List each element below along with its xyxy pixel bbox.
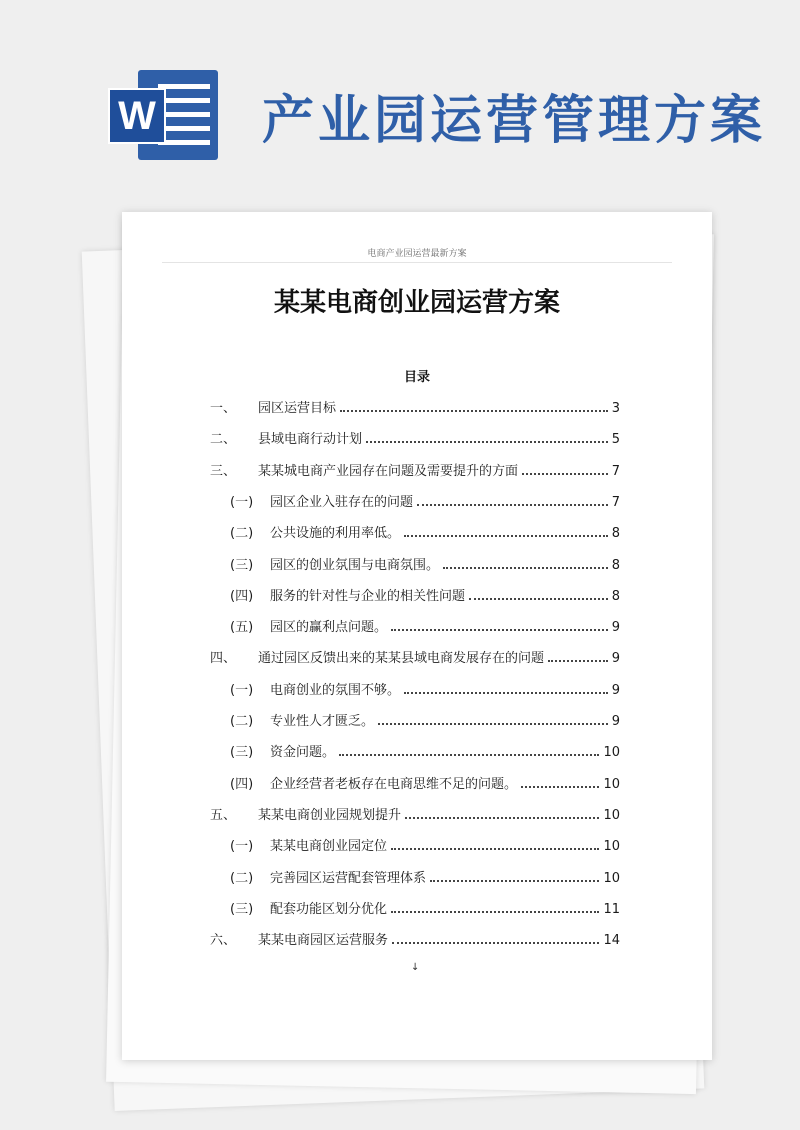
toc-leader-dots xyxy=(521,785,599,788)
toc-entry-title: 公共设施的利用率低。 xyxy=(270,526,401,542)
toc-entry-title: 园区运营目标 xyxy=(258,401,337,416)
toc-entry[interactable] xyxy=(210,646,620,666)
toc-entry-page: 10 xyxy=(603,745,620,761)
toc-entry-number: (三) xyxy=(230,901,254,917)
toc-entry-page: 8 xyxy=(611,526,620,542)
toc-leader-dots xyxy=(548,659,608,662)
toc-entry[interactable] xyxy=(230,521,620,541)
toc-entry[interactable] xyxy=(230,897,620,917)
toc-entry-title: 某某电商园区运营服务 xyxy=(258,933,389,949)
header-divider xyxy=(162,262,672,263)
toc-entry[interactable] xyxy=(230,740,620,760)
toc-entry-title: 园区企业入驻存在的问题 xyxy=(270,494,414,510)
toc-leader-dots xyxy=(391,628,608,631)
toc-entry[interactable] xyxy=(210,396,620,416)
toc-leader-dots xyxy=(404,534,608,537)
toc-leader-dots xyxy=(378,722,608,725)
toc-entry-title: 县域电商行动计划 xyxy=(258,432,363,448)
toc-entry-page: 9 xyxy=(611,682,620,698)
toc-entry-number: (二) xyxy=(230,870,254,886)
toc-leader-dots xyxy=(405,816,599,819)
toc-entry[interactable] xyxy=(230,584,620,604)
toc-entry-title: 企业经营者老板存在电商思维不足的问题。 xyxy=(270,776,518,792)
toc-heading: 目录 xyxy=(403,370,430,385)
toc-entry-number: 四、 xyxy=(210,651,237,667)
toc-entry-title: 电商创业的氛围不够。 xyxy=(270,682,401,698)
banner xyxy=(0,0,800,200)
toc-entry[interactable] xyxy=(230,709,620,729)
toc-entry-page: 7 xyxy=(611,463,620,479)
toc-entry-page: 10 xyxy=(603,807,620,823)
toc-entry[interactable] xyxy=(210,928,620,948)
toc-entry[interactable] xyxy=(210,803,620,823)
toc-entry-page: 10 xyxy=(603,839,620,855)
toc-entry-number: 一、 xyxy=(210,401,237,416)
toc-entry[interactable] xyxy=(210,427,620,447)
toc-leader-dots xyxy=(404,691,608,694)
toc-entry[interactable] xyxy=(230,553,620,573)
toc-leader-dots xyxy=(417,503,608,506)
toc-entry-page: 10 xyxy=(603,870,620,886)
toc-entry[interactable] xyxy=(210,459,620,479)
toc-entry-number: (二) xyxy=(230,714,254,729)
document-title: 某某电商创业园运营方案 xyxy=(273,288,560,318)
toc-entry-page: 3 xyxy=(611,401,620,416)
toc-entry-title: 服务的针对性与企业的相关性问题 xyxy=(270,588,466,604)
banner-title: 产业园运营管理方案 xyxy=(262,91,767,151)
toc-entry-page: 9 xyxy=(611,714,620,729)
toc-entry-number: (三) xyxy=(230,557,254,573)
toc-entry-number: (一) xyxy=(230,839,254,855)
toc-entry-number: (一) xyxy=(230,494,254,510)
toc-entry-title: 某某电商创业园定位 xyxy=(270,839,388,855)
toc-entry-page: 5 xyxy=(611,432,620,448)
toc-entry-title: 某某城电商产业园存在问题及需要提升的方面 xyxy=(258,463,519,479)
toc-entry-page: 9 xyxy=(611,620,620,636)
toc-entry-title: 专业性人才匮乏。 xyxy=(270,714,375,729)
toc-entry-number: (三) xyxy=(230,745,254,761)
toc-entry-title: 通过园区反馈出来的某某县域电商发展存在的问题 xyxy=(258,651,545,667)
toc-entry-title: 完善园区运营配套管理体系 xyxy=(270,870,427,886)
toc-leader-dots xyxy=(366,440,608,443)
toc-entry-number: (一) xyxy=(230,682,254,698)
toc-entry[interactable] xyxy=(230,866,620,886)
toc-entry[interactable] xyxy=(230,772,620,792)
toc-leader-dots xyxy=(522,472,608,475)
toc-entry[interactable] xyxy=(230,615,620,635)
toc-leader-dots xyxy=(339,753,599,756)
running-header: 电商产业园运营最新方案 xyxy=(367,249,467,259)
toc-entry-number: (五) xyxy=(230,620,254,636)
toc-leader-dots xyxy=(469,597,608,600)
toc-leader-dots xyxy=(391,847,599,850)
toc-entry-title: 园区的赢利点问题。 xyxy=(270,620,388,636)
toc-leader-dots xyxy=(340,409,608,412)
toc-entry-number: 三、 xyxy=(210,463,237,479)
toc-entry-number: 六、 xyxy=(210,933,237,949)
toc-entry-page: 8 xyxy=(611,557,620,573)
toc-entry-page: 8 xyxy=(611,588,620,604)
toc-entry-number: (二) xyxy=(230,526,254,542)
document-page xyxy=(122,212,712,1060)
toc-entry-number: (四) xyxy=(230,776,254,792)
word-document-icon xyxy=(108,70,218,160)
toc-entry[interactable] xyxy=(230,834,620,854)
toc-entry-title: 资金问题。 xyxy=(270,745,336,761)
toc-entry-number: (四) xyxy=(230,588,254,604)
toc-leader-dots xyxy=(430,879,599,882)
logo-letter: W xyxy=(108,88,166,144)
toc-entry-page: 7 xyxy=(611,494,620,510)
toc-entry-number: 五、 xyxy=(210,807,237,823)
toc-entry-page: 10 xyxy=(603,776,620,792)
toc-entry[interactable] xyxy=(230,490,620,510)
toc-entry-number: 二、 xyxy=(210,432,237,448)
toc-entry[interactable] xyxy=(230,678,620,698)
toc-entry-page: 11 xyxy=(603,901,620,917)
toc-entry-page: 9 xyxy=(611,651,620,667)
toc-leader-dots xyxy=(443,566,608,569)
page-marker: ↓ xyxy=(411,962,420,973)
toc-leader-dots xyxy=(391,910,599,913)
toc-entry-title: 配套功能区划分优化 xyxy=(270,901,388,917)
toc-leader-dots xyxy=(392,941,599,944)
toc-entry-title: 园区的创业氛围与电商氛围。 xyxy=(270,557,440,573)
toc-entry-title: 某某电商创业园规划提升 xyxy=(258,807,402,823)
toc-entry-page: 14 xyxy=(603,933,620,949)
